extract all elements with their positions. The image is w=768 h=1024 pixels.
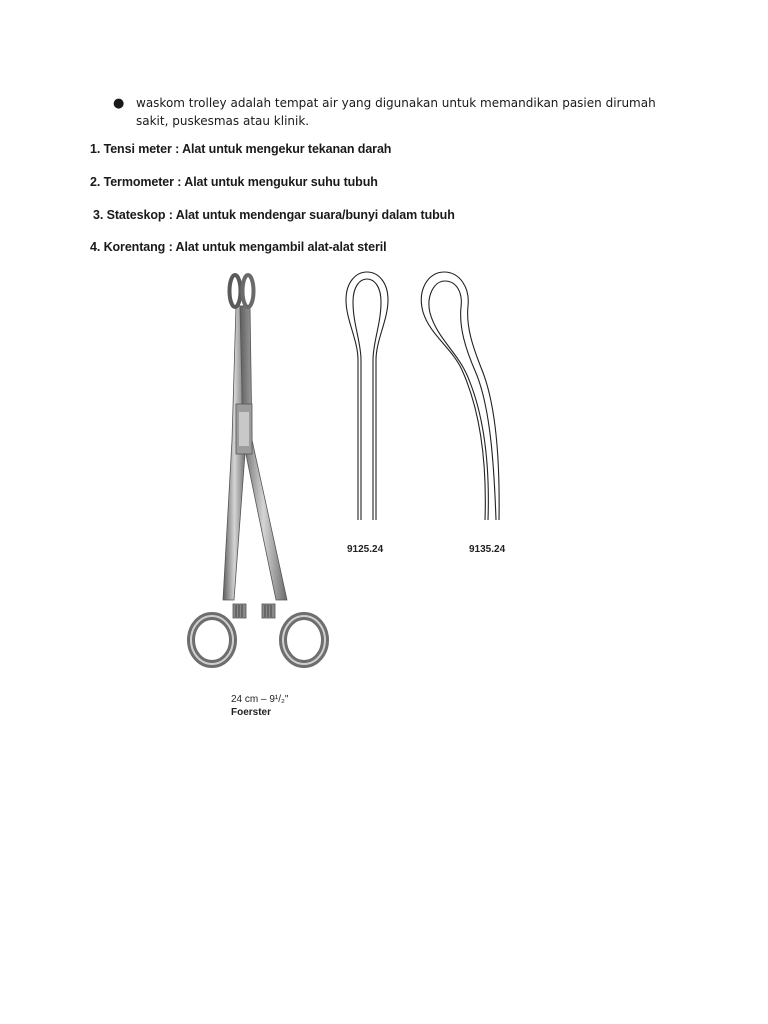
bullet-dot-icon: ● <box>113 96 125 111</box>
straight-tip-drawing <box>346 272 388 520</box>
instrument-name-caption: Foerster <box>231 707 272 718</box>
foerster-forceps-image <box>191 275 325 664</box>
tip-straight-code: 9125.24 <box>347 544 384 555</box>
list-item-stateskop: 3. Stateskop : Alat untuk mendengar suara/bunyi dalam tubuh <box>93 208 455 222</box>
list-item-termometer: 2. Termometer : Alat untuk mengukur suhu tubuh <box>90 175 378 189</box>
list-item-korentang: 4. Korentang : Alat untuk mengambil alat-alat steril <box>90 240 387 254</box>
size-caption: 24 cm – 9¹/₂" <box>231 694 289 705</box>
curved-tip-drawing <box>421 272 499 520</box>
bullet-text: waskom trolley adalah tempat air yang digunakan untuk memandikan pasien dirumah sakit, puskesmas atau klinik. <box>136 96 656 128</box>
tip-curved-code: 9135.24 <box>469 544 506 555</box>
list-item-tensi-meter: 1. Tensi meter : Alat untuk mengekur tekanan darah <box>90 142 392 156</box>
